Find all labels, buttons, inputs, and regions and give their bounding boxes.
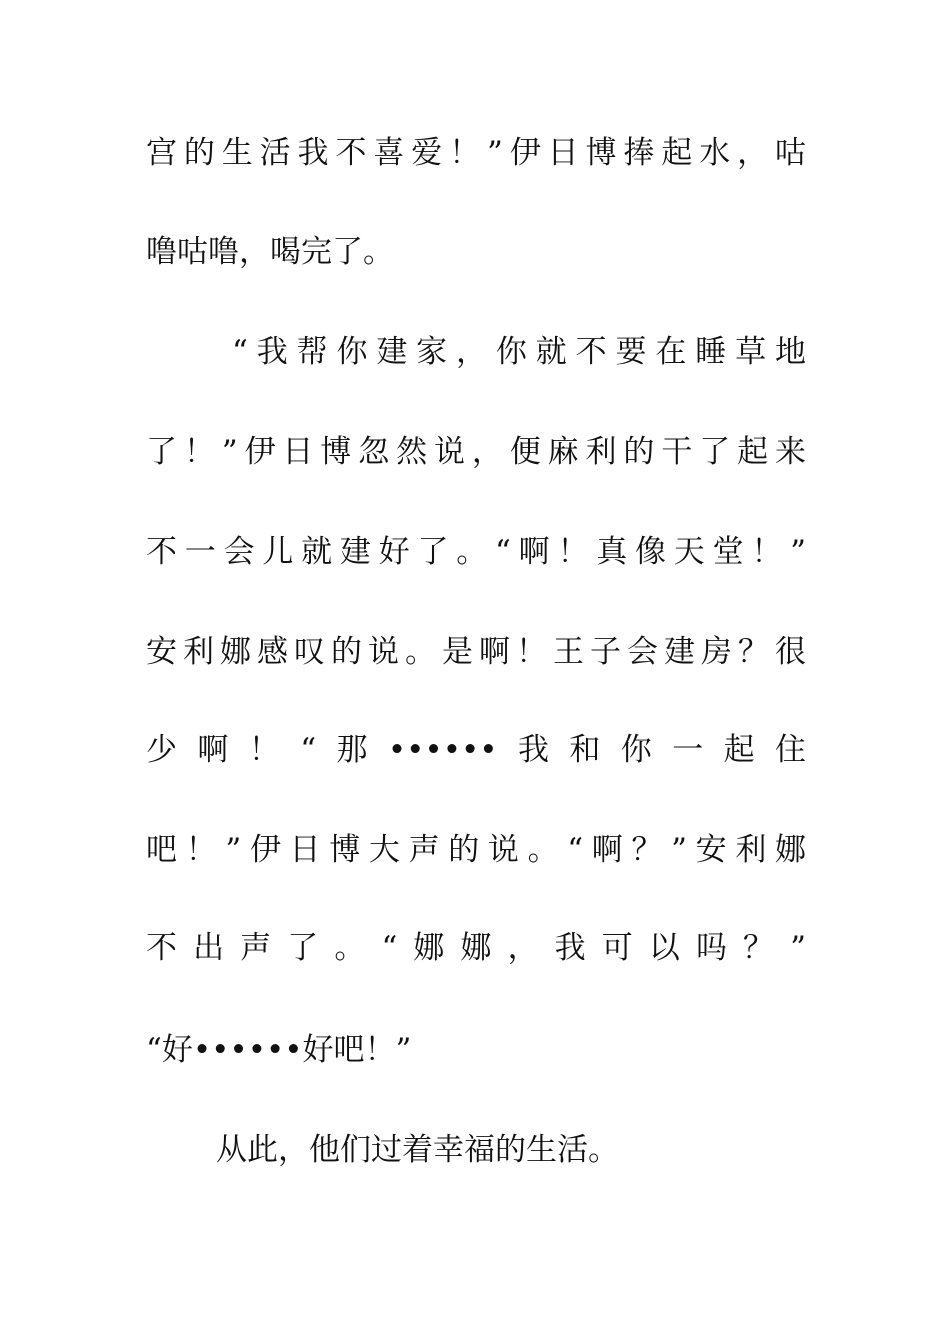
text-line-7: 少啊！“那••••••我和你一起住 [146,732,806,768]
text-line-2: 噜咕噜，喝完了。 [146,234,394,270]
text-line-4: 了！”伊日博忽然说，便麻利的干了起来 [146,434,806,470]
text-line-11: 从此，他们过着幸福的生活。 [216,1132,619,1168]
text-line-6: 安利娜感叹的说。是啊！王子会建房？很 [146,634,806,670]
text-line-5: 不一会儿就建好了。“啊！真像天堂！” [146,534,806,570]
text-line-10: “好••••••好吧！” [146,1032,412,1068]
text-line-1: 宫的生活我不喜爱！”伊日博捧起水，咕 [146,135,806,171]
text-line-3: “我帮你建家，你就不要在睡草地 [232,334,806,370]
text-line-8: 吧！”伊日博大声的说。“啊？”安利娜 [146,832,806,868]
text-line-9: 不出声了。“娜娜，我可以吗？” [146,930,806,966]
